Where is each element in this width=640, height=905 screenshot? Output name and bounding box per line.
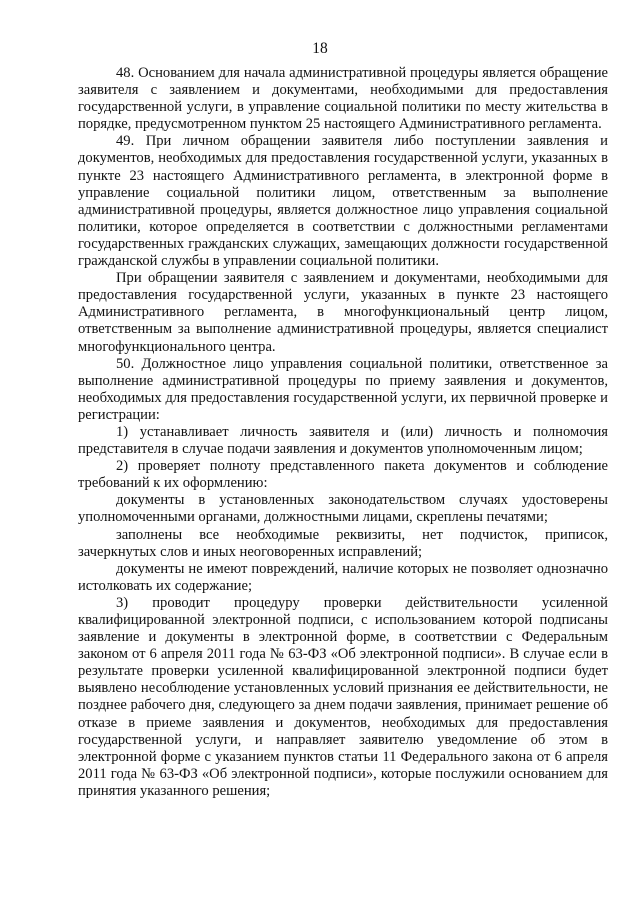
page-number: 18	[312, 40, 328, 57]
sub-item-undamaged: документы не имеют повреждений, наличие которых не позволяет однозначно истолковать их содержание;	[78, 560, 608, 594]
list-item-1: 1) устанавливает личность заявителя и (или) личность и полномочия представителя в случае подачи заявления и документов уполномоченным лицом;	[78, 423, 608, 458]
sub-item-filled: заполнены все необходимые реквизиты, нет подчисток, приписок, зачеркнутых слов и иных неоговоренных исправлений;	[78, 526, 608, 560]
paragraph-48: 48. Основанием для начала административной процедуры является обращение заявителя с заявлением и документами, необходимыми для предоставления государственной услуги, в управление социальной политики по месту жительства в порядке, предусмотренном пунктом 25 настоящего Административного регламента.	[78, 65, 608, 133]
paragraph-49: 49. При личном обращении заявителя либо поступлении заявления и документов, необходимых для предоставления государственной услуги, указанных в пункте 23 настоящего Административного регламента, в электронной форме в управление социальной политики лицом, ответственным за выполнение административной процедуры, является должностное лицо управления социальной политики, которое определяется в соответствии с должностными регламентами государственных гражданских служащих, замещающих должности государственной гражданской службы в управлении социальной политики.	[78, 133, 608, 270]
paragraph-mfc-responsible: При обращении заявителя с заявлением и документами, необходимыми для предоставления государственной услуги, указанных в пункте 23 настоящего Административного регламента, в многофункциональный центр лицом, ответственным за выполнение административной процедуры, является специалист многофункционального центра.	[78, 270, 608, 355]
paragraph-50: 50. Должностное лицо управления социальной политики, ответственное за выполнение административной процедуры по приему заявления и документов, необходимых для предоставления государственной услуги, их первичной проверке и регистрации:	[78, 355, 608, 423]
document-body	[78, 65, 608, 800]
sub-item-certified: документы в установленных законодательством случаях удостоверены уполномоченными органами, должностными лицами, скреплены печатями;	[78, 492, 608, 526]
list-item-2: 2) проверяет полноту представленного пакета документов и соблюдение требований к их оформлению:	[78, 458, 608, 492]
list-item-3: 3) проводит процедуру проверки действительности усиленной квалифицированной электронной подписи, с использованием которой подписаны заявление и документы в электронной форме, в соответствии с Федеральным законом от 6 апреля 2011 года № 63-ФЗ «Об электронной подписи». В случае если в результате проверки усиленной квалифицированной электронной подписи будет выявлено несоблюдение установленных условий признания ее действительности, не позднее рабочего дня, следующего за днем подачи заявления, принимает решение об отказе в приеме заявления и документов, необходимых для предоставления государственной услуги, и направляет заявителю уведомление об этом в электронной форме с указанием пунктов статьи 11 Федерального закона от 6 апреля 2011 года № 63-ФЗ «Об электронной подписи», которые послужили основанием для принятия указанного решения;	[78, 594, 608, 799]
